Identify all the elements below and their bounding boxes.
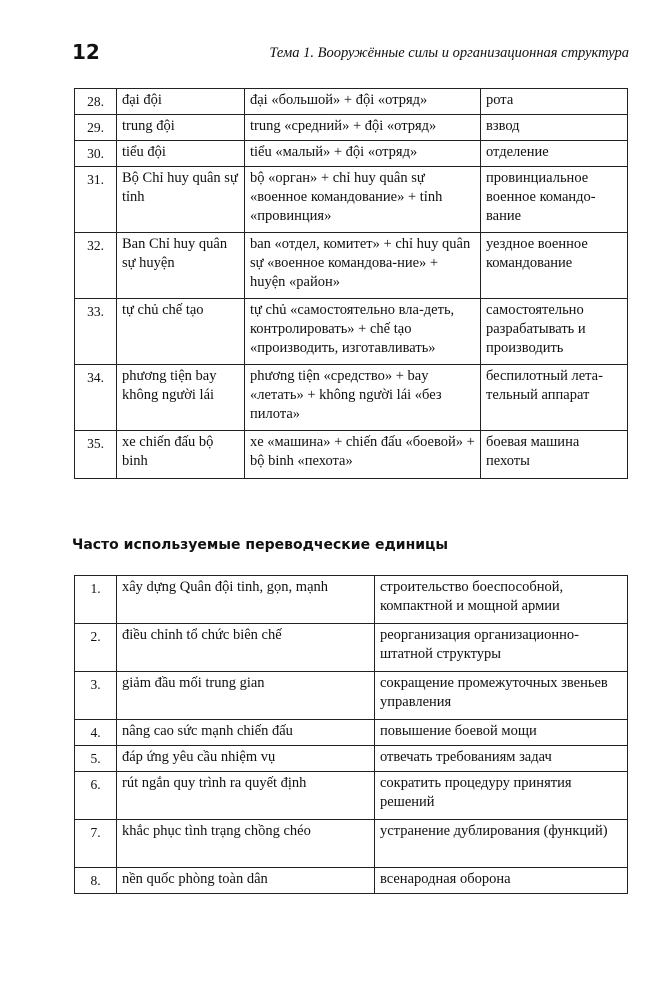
- phrase-row: [75, 772, 628, 820]
- russian-phrase: реорганизация организационно-штатной структуры: [375, 624, 628, 672]
- russian-translation: боевая машина пехоты: [481, 431, 628, 479]
- vietnamese-phrase: điều chỉnh tổ chức biên chế: [117, 624, 375, 672]
- term-breakdown: bộ «орган» + chỉ huy quân sự «военное командование» + tỉnh «провинция»: [245, 167, 481, 233]
- running-title: Тема 1. Вооружённые силы и организационная структура: [269, 45, 629, 61]
- term-row: [75, 365, 628, 431]
- term-breakdown: phương tiện «средство» + bay «летать» + không người lái «без пилота»: [245, 365, 481, 431]
- russian-translation: рота: [481, 89, 628, 115]
- term-breakdown: tiểu «малый» + đội «отряд»: [245, 141, 481, 167]
- row-number: 6.: [75, 772, 117, 820]
- russian-phrase: устранение дублирования (функций): [375, 820, 628, 868]
- phrase-row: [75, 624, 628, 672]
- row-number: 5.: [75, 746, 117, 772]
- russian-phrase: отвечать требованиям задач: [375, 746, 628, 772]
- phrase-row: [75, 720, 628, 746]
- row-number: 1.: [75, 576, 117, 624]
- vietnamese-phrase: đáp ứng yêu cầu nhiệm vụ: [117, 746, 375, 772]
- vietnamese-term: trung đội: [117, 115, 245, 141]
- phrase-row: [75, 746, 628, 772]
- row-number: 29.: [75, 115, 117, 141]
- phrase-row: [75, 820, 628, 868]
- vietnamese-phrase: xây dựng Quân đội tinh, gọn, mạnh: [117, 576, 375, 624]
- russian-translation: отделение: [481, 141, 628, 167]
- term-breakdown: xe «машина» + chiến đấu «боевой» + bộ binh «пехота»: [245, 431, 481, 479]
- terms-table: [74, 88, 628, 479]
- vietnamese-term: xe chiến đấu bộ binh: [117, 431, 245, 479]
- russian-translation: беспилотный лета-тельный аппарат: [481, 365, 628, 431]
- row-number: 33.: [75, 299, 117, 365]
- russian-translation: самостоятельно разрабатывать и производить: [481, 299, 628, 365]
- russian-phrase: всенародная оборона: [375, 868, 628, 894]
- row-number: 35.: [75, 431, 117, 479]
- russian-translation: уездное военное командование: [481, 233, 628, 299]
- row-number: 2.: [75, 624, 117, 672]
- phrase-row: [75, 672, 628, 720]
- term-breakdown: trung «средний» + đội «отряд»: [245, 115, 481, 141]
- row-number: 28.: [75, 89, 117, 115]
- term-row: [75, 431, 628, 479]
- vietnamese-phrase: giảm đầu mối trung gian: [117, 672, 375, 720]
- vietnamese-phrase: rút ngắn quy trình ra quyết định: [117, 772, 375, 820]
- vietnamese-term: đại đội: [117, 89, 245, 115]
- term-row: [75, 141, 628, 167]
- row-number: 30.: [75, 141, 117, 167]
- row-number: 32.: [75, 233, 117, 299]
- term-row: [75, 115, 628, 141]
- vietnamese-phrase: nền quốc phòng toàn dân: [117, 868, 375, 894]
- vietnamese-term: phương tiện bay không người lái: [117, 365, 245, 431]
- vietnamese-term: tự chủ chế tạo: [117, 299, 245, 365]
- vietnamese-phrase: nâng cao sức mạnh chiến đấu: [117, 720, 375, 746]
- row-number: 7.: [75, 820, 117, 868]
- russian-phrase: повышение боевой мощи: [375, 720, 628, 746]
- term-row: [75, 167, 628, 233]
- russian-phrase: сокращение промежуточных звеньев управления: [375, 672, 628, 720]
- phrase-row: [75, 576, 628, 624]
- phrase-row: [75, 868, 628, 894]
- section-heading: Часто используемые переводческие единицы: [72, 537, 449, 553]
- row-number: 8.: [75, 868, 117, 894]
- term-breakdown: đại «большой» + đội «отряд»: [245, 89, 481, 115]
- vietnamese-term: tiểu đội: [117, 141, 245, 167]
- row-number: 34.: [75, 365, 117, 431]
- page-number: 12: [72, 40, 100, 64]
- phrases-table: [74, 575, 628, 894]
- vietnamese-term: Bộ Chỉ huy quân sự tỉnh: [117, 167, 245, 233]
- term-breakdown: ban «отдел, комитет» + chỉ huy quân sự «военное командова-ние» + huyện «район»: [245, 233, 481, 299]
- term-breakdown: tự chủ «самостоятельно вла-деть, контролировать» + chế tạo «производить, изготавливать»: [245, 299, 481, 365]
- russian-translation: взвод: [481, 115, 628, 141]
- row-number: 4.: [75, 720, 117, 746]
- vietnamese-term: Ban Chỉ huy quân sự huyện: [117, 233, 245, 299]
- russian-phrase: строительство боеспособной, компактной и мощной армии: [375, 576, 628, 624]
- term-row: [75, 299, 628, 365]
- term-row: [75, 233, 628, 299]
- russian-translation: провинциальное военное командо-вание: [481, 167, 628, 233]
- vietnamese-phrase: khắc phục tình trạng chồng chéo: [117, 820, 375, 868]
- row-number: 31.: [75, 167, 117, 233]
- russian-phrase: сократить процедуру принятия решений: [375, 772, 628, 820]
- term-row: [75, 89, 628, 115]
- row-number: 3.: [75, 672, 117, 720]
